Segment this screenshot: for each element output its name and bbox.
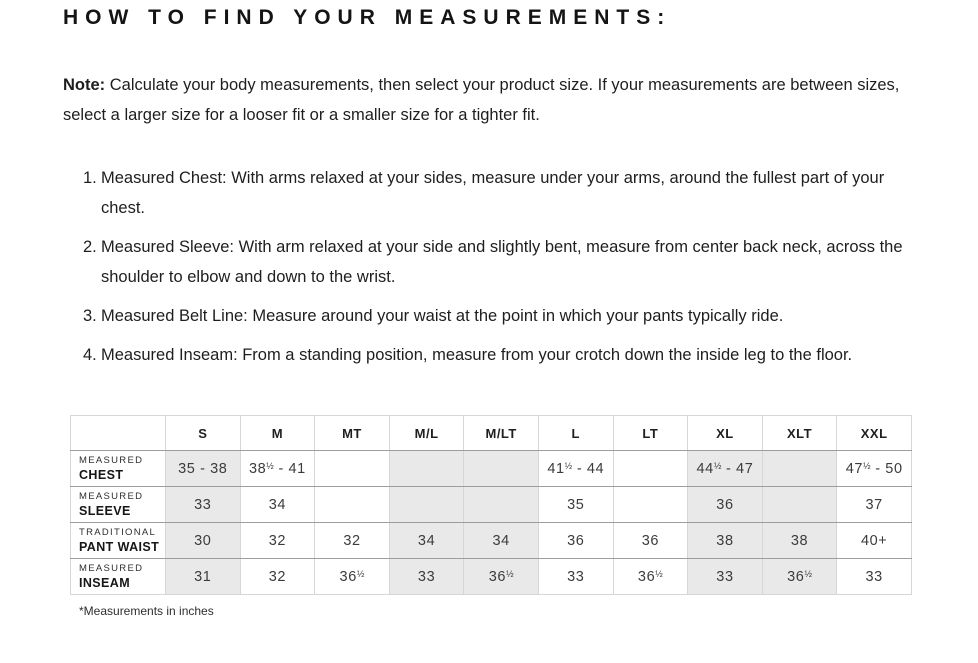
table-cell: 36 bbox=[538, 523, 613, 559]
row-name: PANT WAIST bbox=[79, 540, 160, 554]
row-name: SLEEVE bbox=[79, 504, 131, 518]
table-cell bbox=[464, 451, 539, 487]
table-cell: 33 bbox=[538, 559, 613, 595]
row-category: MEASURED bbox=[79, 491, 144, 502]
column-header-mlt: M/LT bbox=[464, 416, 539, 451]
table-cell bbox=[613, 451, 688, 487]
row-category: MEASURED bbox=[79, 563, 144, 574]
table-cell: 34 bbox=[240, 487, 315, 523]
table-cell: $47^{\frac{1}{2}} - 50$ bbox=[837, 451, 912, 487]
table-cell: $38^{\frac{1}{2}} - 41$ bbox=[240, 451, 315, 487]
table-cell: 35 bbox=[538, 487, 613, 523]
instruction-number: 4. bbox=[83, 346, 97, 364]
table-cell: 34 bbox=[389, 523, 464, 559]
table-cell: 33 bbox=[389, 559, 464, 595]
table-cell bbox=[762, 487, 837, 523]
table-cell: 32 bbox=[315, 523, 390, 559]
table-cell: 31 bbox=[166, 559, 241, 595]
row-label-inseam bbox=[71, 559, 166, 595]
table-cell bbox=[613, 487, 688, 523]
table-cell bbox=[762, 451, 837, 487]
table-cell: 36 bbox=[613, 523, 688, 559]
page-title: HOW TO FIND YOUR MEASUREMENTS: bbox=[63, 6, 672, 29]
row-label-pant-waist bbox=[71, 523, 166, 559]
table-cell bbox=[315, 451, 390, 487]
note-paragraph bbox=[63, 70, 915, 130]
instruction-item-sleeve bbox=[84, 232, 915, 292]
note-text: Calculate your body measurements, then select your product size. If your measurements are between sizes, select a larger size for a looser fit or a smaller size for a tighter fit. bbox=[63, 76, 900, 124]
size-table bbox=[70, 415, 912, 595]
column-header-lt: LT bbox=[613, 416, 688, 451]
row-label-chest bbox=[71, 451, 166, 487]
row-category: MEASURED bbox=[79, 455, 144, 466]
table-cell: $36^{\frac{1}{2}}$ bbox=[613, 559, 688, 595]
size-table-header-row bbox=[71, 416, 912, 451]
table-cell: 38 bbox=[688, 523, 763, 559]
instruction-number: 2. bbox=[83, 238, 97, 256]
column-header-ml: M/L bbox=[389, 416, 464, 451]
table-cell: 32 bbox=[240, 559, 315, 595]
table-footnote: *Measurements in inches bbox=[79, 604, 214, 618]
row-category: TRADITIONAL bbox=[79, 527, 157, 538]
column-header-xxl: XXL bbox=[837, 416, 912, 451]
table-cell: $41^{\frac{1}{2}} - 44$ bbox=[538, 451, 613, 487]
column-header-l: L bbox=[538, 416, 613, 451]
column-header-m: M bbox=[240, 416, 315, 451]
instruction-text: Measured Inseam: From a standing position, measure from your crotch down the inside leg to the floor. bbox=[101, 346, 853, 364]
instruction-text: Measured Belt Line: Measure around your waist at the point in which your pants typically ride. bbox=[101, 307, 784, 325]
table-cell: 30 bbox=[166, 523, 241, 559]
table-row-chest bbox=[71, 451, 912, 487]
instruction-list bbox=[84, 163, 915, 370]
instruction-number: 1. bbox=[83, 169, 97, 187]
table-cell: $36^{\frac{1}{2}}$ bbox=[315, 559, 390, 595]
row-name: INSEAM bbox=[79, 576, 131, 590]
column-header-s: S bbox=[166, 416, 241, 451]
table-cell: 38 bbox=[762, 523, 837, 559]
table-cell: 35 - 38 bbox=[166, 451, 241, 487]
table-cell: $44^{\frac{1}{2}} - 47$ bbox=[688, 451, 763, 487]
column-header-xl: XL bbox=[688, 416, 763, 451]
column-header-xlt: XLT bbox=[762, 416, 837, 451]
table-cell: 33 bbox=[166, 487, 241, 523]
table-cell: 34 bbox=[464, 523, 539, 559]
table-cell bbox=[389, 451, 464, 487]
table-cell: $36^{\frac{1}{2}}$ bbox=[464, 559, 539, 595]
table-cell bbox=[315, 487, 390, 523]
row-name: CHEST bbox=[79, 468, 124, 482]
table-cell: 33 bbox=[688, 559, 763, 595]
instruction-item-inseam bbox=[84, 340, 915, 370]
table-row-inseam bbox=[71, 559, 912, 595]
instruction-text: Measured Chest: With arms relaxed at your sides, measure under your arms, around the fullest part of your chest. bbox=[101, 169, 885, 217]
row-label-sleeve bbox=[71, 487, 166, 523]
instruction-item-chest bbox=[84, 163, 915, 223]
table-cell: 32 bbox=[240, 523, 315, 559]
note-label: Note: bbox=[63, 76, 106, 94]
table-cell: $36^{\frac{1}{2}}$ bbox=[762, 559, 837, 595]
table-cell: 37 bbox=[837, 487, 912, 523]
table-cell: 33 bbox=[837, 559, 912, 595]
column-header-mt: MT bbox=[315, 416, 390, 451]
instruction-text: Measured Sleeve: With arm relaxed at your side and slightly bent, measure from center back neck, across the shoulder to elbow and down to the wrist. bbox=[101, 238, 903, 286]
table-cell bbox=[464, 487, 539, 523]
table-cell: 36 bbox=[688, 487, 763, 523]
table-row-pant-waist bbox=[71, 523, 912, 559]
table-cell: 40+ bbox=[837, 523, 912, 559]
corner-cell bbox=[71, 416, 166, 451]
size-chart-section bbox=[70, 415, 915, 618]
table-row-sleeve bbox=[71, 487, 912, 523]
instruction-item-belt-line bbox=[84, 301, 915, 331]
table-cell bbox=[389, 487, 464, 523]
instruction-number: 3. bbox=[83, 307, 97, 325]
